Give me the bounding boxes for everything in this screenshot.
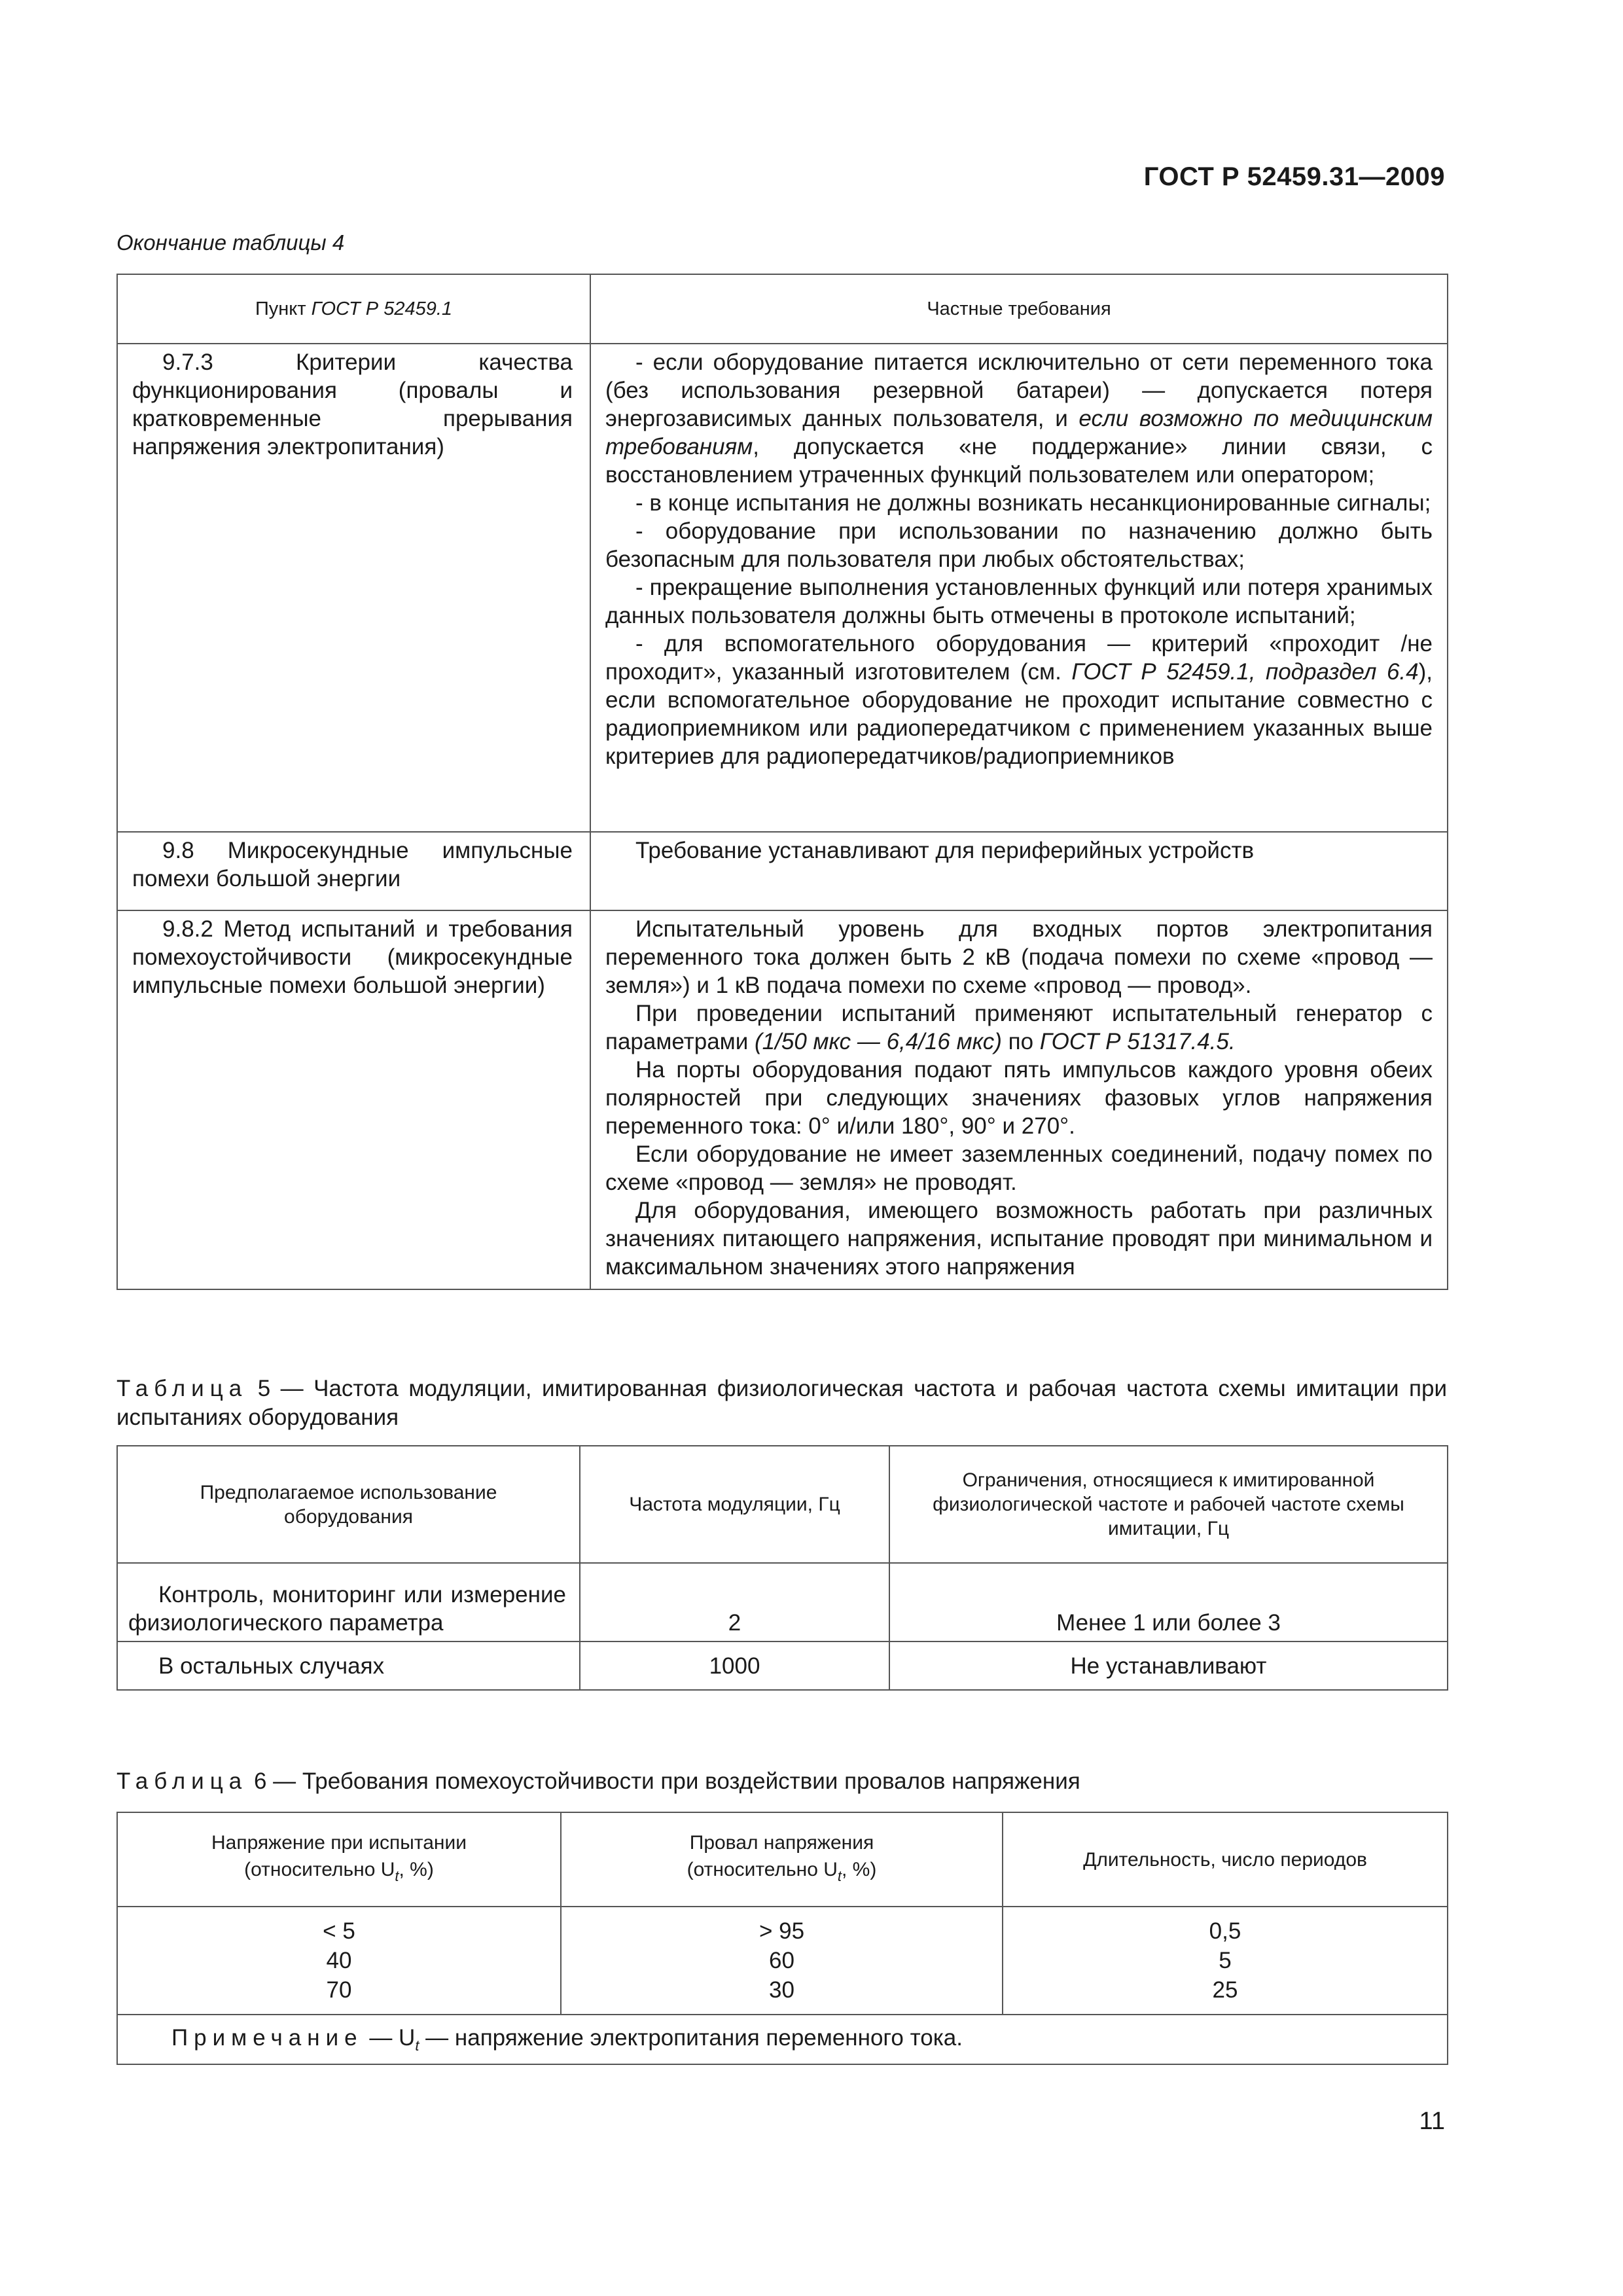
document-header: ГОСТ Р 52459.31—2009 xyxy=(1143,162,1445,191)
col-header-modulation-frequency: Частота модуляции, Гц xyxy=(580,1446,889,1563)
col-header-voltage-dip: Провал напряжения (относительно $U_t$, %) xyxy=(561,1812,1003,1907)
requirements-cell: - если оборудование питается исключительно от сети переменного тока (без использования резервной батареи) — допускается потеря энергозависимых данных пользователя, и если возможно по медицинским требованиям, допускается «не поддержание» линии связи, с восстановлением утраченных функций пользователем или оператором; - в конце испытания не должны возникать несанкционированные сигналы; - оборудование при использовании по назначению должно быть безопасным для пользователя при любых обстоятельствах; - прекращение выполнения установленных функций или потеря хранимых данных пользователя должны быть отмечены в протоколе испытаний; - для вспомогательного оборудования — критерий «проходит /не проходит», указанный изготовителем (см. ГОСТ Р 52459.1, подраздел 6.4), если вспомогательное оборудование не проходит испытание совместно с радиоприемником или радиопередатчиком с применением указанных выше критериев для радиопередатчиков/радиоприемников xyxy=(590,344,1448,832)
table-note-row xyxy=(117,2015,1448,2064)
table-5-caption: Таблица 5 — Частота модуляции, имитированная физиологическая частота и рабочая частота схемы имитации при испытаниях оборудования xyxy=(116,1376,1447,1430)
table-cell: 0,5 5 25 xyxy=(1003,1907,1448,2015)
col-header-clause: Пункт ГОСТ Р 52459.1 xyxy=(117,274,590,344)
table-header-row xyxy=(117,1812,1448,1907)
table-row xyxy=(117,1641,1448,1690)
col-header-requirements: Частные требования xyxy=(590,274,1448,344)
col-header-intended-use: Предполагаемое использование оборудования xyxy=(117,1446,580,1563)
table-4 xyxy=(116,274,1448,1290)
table-note: Примечание — $U_t$ — напряжение электропитания переменного тока. xyxy=(117,2015,1448,2064)
clause-cell: 9.8 Микросекундные импульсные помехи большой энергии xyxy=(117,832,590,910)
col-header-test-voltage: Напряжение при испытании (относительно $U_t$, %) xyxy=(117,1812,561,1907)
page-number: 11 xyxy=(1419,2108,1445,2135)
table-cell: В остальных случаях xyxy=(117,1641,580,1690)
table-cell: > 95 60 30 xyxy=(561,1907,1003,2015)
col-header-duration: Длительность, число периодов xyxy=(1003,1812,1448,1907)
table-cell: Не устанавливают xyxy=(889,1641,1448,1690)
table-cell: < 5 40 70 xyxy=(117,1907,561,2015)
table-row xyxy=(117,1907,1448,2015)
table-header-row xyxy=(117,1446,1448,1563)
table-row xyxy=(117,832,1448,910)
table-6 xyxy=(116,1812,1448,2065)
table-header-row xyxy=(117,274,1448,344)
table-row xyxy=(117,344,1448,832)
table-cell: 2 xyxy=(580,1563,889,1641)
clause-cell: 9.7.3 Критерии качества функционирования (провалы и кратковременные прерывания напряжения электропитания) xyxy=(117,344,590,832)
col-header-limits: Ограничения, относящиеся к имитированной физиологической частоте и рабочей частоте схемы имитации, Гц xyxy=(889,1446,1448,1563)
table-6-caption: Таблица 6 — Требования помехоустойчивости при воздействии провалов напряжения xyxy=(116,1768,1080,1794)
requirements-cell: Испытательный уровень для входных портов электропитания переменного тока должен быть 2 кВ (подача помехи по схеме «провод — земля») и 1 кВ подача помехи по схеме «провод — провод». При проведении испытаний применяют испытательный генератор с параметрами (1/50 мкс — 6,4/16 мкс) по ГОСТ Р 51317.4.5. На порты оборудования подают пять импульсов каждого уровня обеих полярностей при следующих значениях фазовых углов напряжения переменного тока: 0° и/или 180°, 90° и 270°. Если оборудование не имеет заземленных соединений, подачу помех по схеме «провод — земля» не проводят. Для оборудования, имеющего возможность работать при различных значениях питающего напряжения, испытание проводят при минимальном и максимальном значениях этого напряжения xyxy=(590,910,1448,1289)
table-5 xyxy=(116,1445,1448,1691)
clause-cell: 9.8.2 Метод испытаний и требования помехоустойчивости (микросекундные импульсные помехи большой энергии) xyxy=(117,910,590,1289)
table-continuation-label: Окончание таблицы 4 xyxy=(116,230,345,255)
table-cell: 1000 xyxy=(580,1641,889,1690)
requirements-cell: Требование устанавливают для периферийных устройств xyxy=(590,832,1448,910)
table-cell: Контроль, мониторинг или измерение физиологического параметра xyxy=(117,1563,580,1641)
table-cell: Менее 1 или более 3 xyxy=(889,1563,1448,1641)
table-row xyxy=(117,910,1448,1289)
table-row xyxy=(117,1563,1448,1641)
